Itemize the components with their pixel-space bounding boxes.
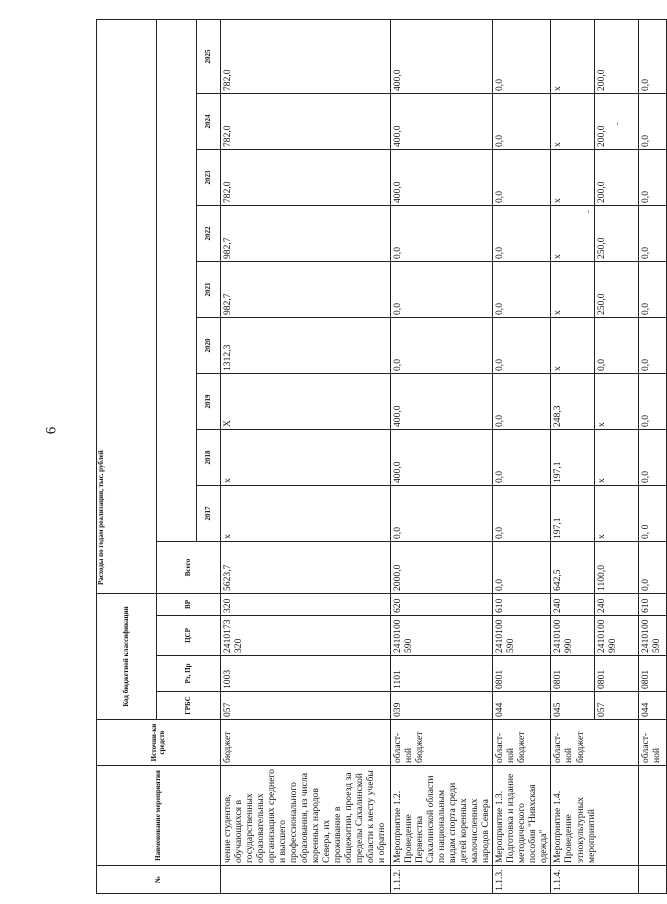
header-budget-code: Код бюджетной классификации: [97, 593, 157, 719]
header-gap: [157, 19, 197, 485]
row-year-value: 0,0: [639, 205, 667, 261]
row-year-value: 982,7: [221, 261, 391, 317]
row-grbs: 039: [391, 692, 493, 720]
row-number: [221, 866, 391, 894]
row-year-value: 1312,3: [221, 317, 391, 373]
row-csr: 2410100 590: [493, 616, 551, 656]
row-source: област-ной бюджет: [391, 720, 493, 766]
row-year-value: 248,3: [551, 373, 595, 429]
row-rz-pr: 0801: [551, 656, 595, 692]
row-name: чение студентов, обучающихся в государственных образовательных организациях среднего и высшего профессионального образования, из числа коренных народов Севера, их проживание в общежитии, проезд за пределы Сахалинской области к месту учебы и обратно: [221, 766, 391, 866]
row-year-value: 0,0: [595, 317, 639, 373]
row-year-value: 0,0: [493, 205, 551, 261]
row-number: 1.1.2.: [391, 866, 493, 894]
header-grbs: ГРБС: [157, 692, 221, 720]
row-source: област-ной бюджет: [551, 720, 639, 766]
row-grbs: 057: [221, 692, 391, 720]
row-total: 1100,0: [595, 541, 639, 593]
header-year: 2019: [197, 373, 221, 429]
row-year-value: 197,1: [551, 485, 595, 541]
header-year: 2020: [197, 317, 221, 373]
row-year-value: 0,0: [391, 485, 493, 541]
row-year-value: 400,0: [391, 93, 493, 149]
row-year-value: x: [551, 317, 595, 373]
row-year-value: 200,0: [595, 19, 639, 93]
row-name: [639, 766, 667, 866]
header-vr: ВР: [157, 593, 221, 615]
header-source: Источни-ки средств: [97, 720, 221, 766]
row-name: Мероприятие 1.3. Подготовка и издание методического пособия "Нивхская одежда": [493, 766, 551, 866]
row-year-value: 200,0: [595, 149, 639, 205]
row-rz-pr: 0801: [639, 656, 667, 692]
row-csr: 2410100 590: [391, 616, 493, 656]
row-grbs: 045: [551, 692, 595, 720]
row-year-value: 782,0: [221, 19, 391, 93]
row-year-value: 0,0: [493, 373, 551, 429]
header-year: 2022: [197, 205, 221, 261]
row-year-value: 982,7: [221, 205, 391, 261]
row-year-value: 0,0: [493, 261, 551, 317]
row-number: 1.1.4.: [551, 866, 639, 894]
row-year-value: 0,0: [493, 485, 551, 541]
row-year-value: 400,0: [391, 429, 493, 485]
row-vr: 240: [551, 593, 595, 615]
row-name: Мероприятие 1.4. Проведение этнокультурных мероприятий: [551, 766, 639, 866]
row-vr: 240: [595, 593, 639, 615]
row-rz-pr: 0801: [595, 656, 639, 692]
row-grbs: 057: [595, 692, 639, 720]
row-year-value: 782,0: [221, 149, 391, 205]
row-year-value: X: [221, 373, 391, 429]
row-year-value: 0,0: [639, 429, 667, 485]
row-name: Мероприятие 1.2. Проведение Первенства Сахалинской области по национальным видам спорта среди детей коренных малочисленных народов Севера: [391, 766, 493, 866]
row-year-value: 0,0: [639, 19, 667, 93]
header-year: 2021: [197, 261, 221, 317]
header-year: 2018: [197, 429, 221, 485]
table-row: [639, 19, 667, 893]
row-year-value: x: [551, 149, 595, 205]
row-year-value: 0,0: [639, 261, 667, 317]
row-rz-pr: 1101: [391, 656, 493, 692]
scan-mark: [588, 210, 589, 213]
row-total: 2000,0: [391, 541, 493, 593]
row-year-value: 0,0: [493, 317, 551, 373]
row-vr: 610: [639, 593, 667, 615]
row-year-value: 0,0: [639, 373, 667, 429]
table-row: [493, 19, 551, 893]
rotated-table-wrapper: [96, 20, 663, 894]
header-total: Всего: [157, 541, 221, 593]
row-year-value: x: [221, 485, 391, 541]
row-year-value: 0,0: [391, 205, 493, 261]
row-year-value: 0,0: [391, 261, 493, 317]
row-year-value: x: [551, 19, 595, 93]
expenses-table: [96, 19, 667, 894]
row-year-value: 400,0: [391, 149, 493, 205]
row-source: бюджет: [221, 720, 391, 766]
row-year-value: x: [551, 93, 595, 149]
row-csr: 2410100 590: [639, 616, 667, 656]
row-source: област-ной бюджет: [493, 720, 551, 766]
row-year-value: 0,0: [639, 317, 667, 373]
header-year: 2023: [197, 149, 221, 205]
row-year-value: x: [595, 429, 639, 485]
row-year-value: 400,0: [391, 373, 493, 429]
header-year: 2017: [197, 485, 221, 541]
header-gap: [157, 485, 197, 541]
row-rz-pr: 1003: [221, 656, 391, 692]
row-number: 1.1.3.: [493, 866, 551, 894]
row-source: област-ной: [639, 720, 667, 766]
table-row: [221, 19, 391, 893]
row-year-value: x: [551, 261, 595, 317]
header-csr: ЦСР: [157, 616, 221, 656]
row-grbs: 044: [639, 692, 667, 720]
header-expenses: Расходы по годам реализации, тыс. рублей: [97, 19, 157, 593]
row-year-value: 0, 0: [639, 485, 667, 541]
row-year-value: 400,0: [391, 19, 493, 93]
row-year-value: x: [595, 373, 639, 429]
row-year-value: 0,0: [493, 149, 551, 205]
table-row: [391, 19, 493, 893]
row-vr: 320: [221, 593, 391, 615]
row-year-value: 0,0: [493, 93, 551, 149]
row-year-value: 782,0: [221, 93, 391, 149]
row-rz-pr: 0801: [493, 656, 551, 692]
row-year-value: x: [551, 205, 595, 261]
row-total: 0,0: [639, 541, 667, 593]
row-year-value: 250,0: [595, 261, 639, 317]
row-year-value: 0,0: [391, 317, 493, 373]
row-year-value: 197,1: [551, 429, 595, 485]
row-vr: 610: [493, 593, 551, 615]
row-year-value: 0,0: [639, 93, 667, 149]
header-num: №: [97, 866, 221, 894]
row-csr: 2410100 990: [595, 616, 639, 656]
row-total: 5623,7: [221, 541, 391, 593]
table-row: [551, 19, 595, 893]
row-year-value: x: [221, 429, 391, 485]
row-year-value: 0,0: [493, 429, 551, 485]
row-total: 0,0: [493, 541, 551, 593]
header-rz-pr: Рз, Пр: [157, 656, 221, 692]
page-number: 6: [43, 426, 60, 435]
row-vr: 620: [391, 593, 493, 615]
row-year-value: 0,0: [493, 19, 551, 93]
row-csr: 2410173 320: [221, 616, 391, 656]
row-year-value: x: [595, 485, 639, 541]
row-total: 642,5: [551, 541, 595, 593]
row-year-value: 200,0: [595, 93, 639, 149]
row-year-value: 0,0: [639, 149, 667, 205]
row-csr: 2410100 990: [551, 616, 595, 656]
row-grbs: 044: [493, 692, 551, 720]
scan-mark: [617, 122, 618, 125]
row-year-value: 250,0: [595, 205, 639, 261]
header-year: 2025: [197, 19, 221, 93]
row-number: [639, 866, 667, 894]
header-year: 2024: [197, 93, 221, 149]
header-name: Наименование мероприятия: [97, 766, 221, 866]
